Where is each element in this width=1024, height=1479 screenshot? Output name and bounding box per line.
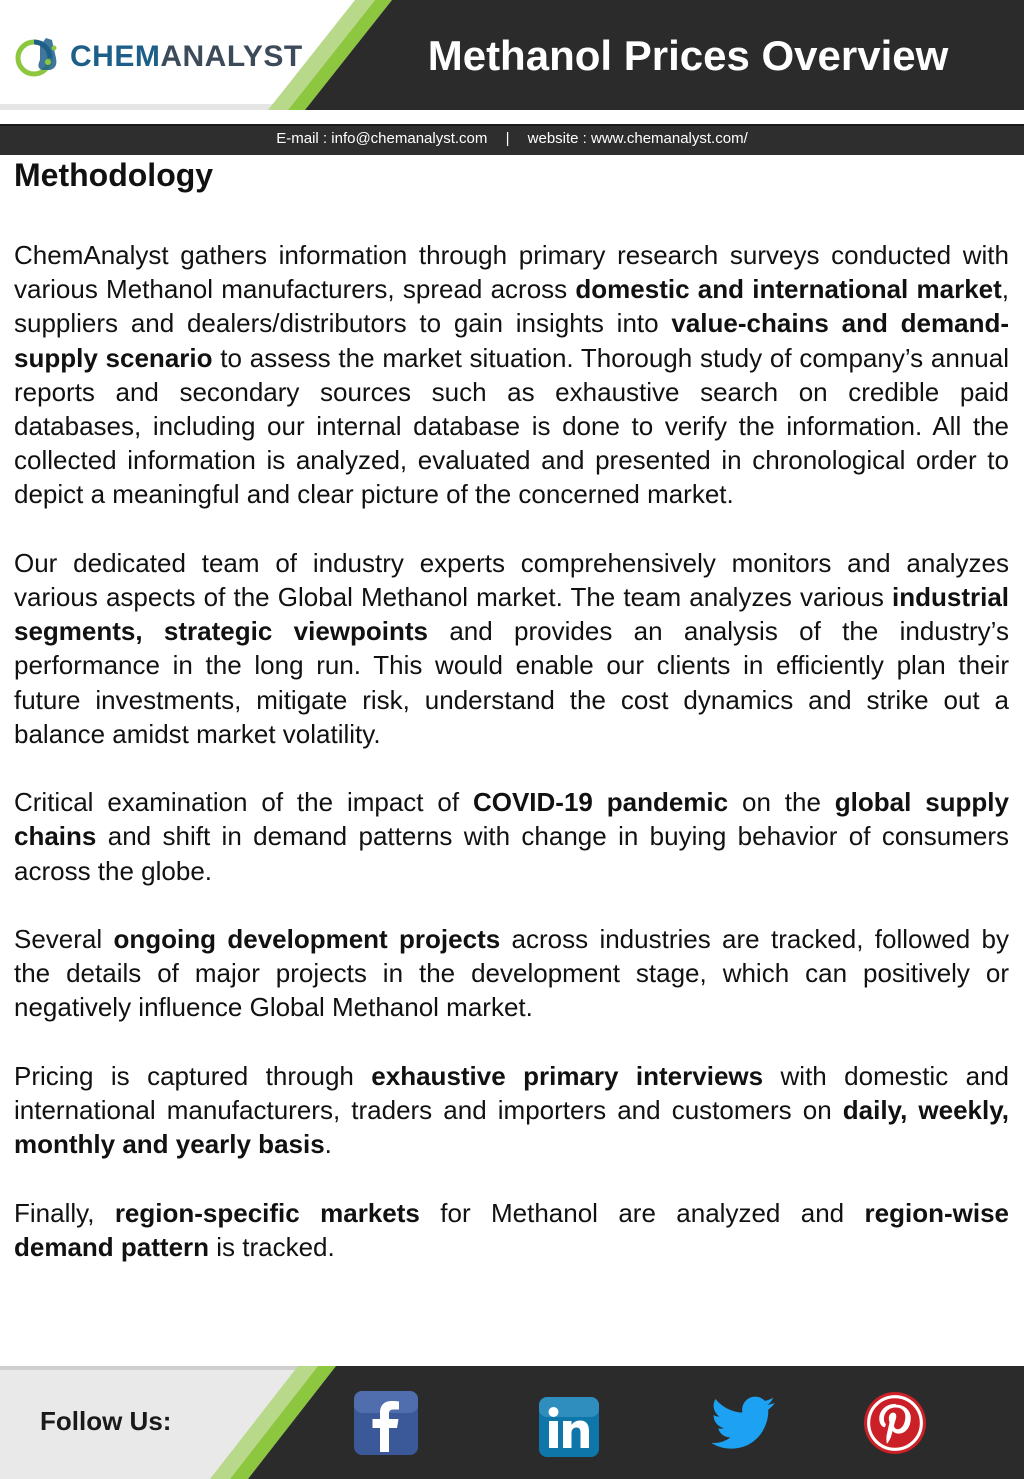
contact-bar bbox=[0, 124, 1024, 155]
text-segment: Pricing is captured through bbox=[14, 1060, 372, 1091]
logo-text-chem: CHEM bbox=[70, 40, 161, 73]
pinterest-icon[interactable] bbox=[864, 1392, 926, 1454]
text-segment: and provides an analysis of the industry’s performance in the long run. This would enable our clients in efficiently plan their future investments, mitigate risk, understand the cost dynamics and strike out a balance amidst market volatility. bbox=[14, 616, 1009, 749]
chemanalyst-logo[interactable] bbox=[12, 28, 302, 84]
bold-segment: value-chains and demand-supply scenario bbox=[14, 308, 1009, 373]
bold-segment: COVID-19 pandemic bbox=[472, 787, 729, 818]
logo-text-analyst: ANALYST bbox=[160, 40, 303, 73]
section-heading: Methodology bbox=[14, 157, 214, 193]
paragraph-team bbox=[14, 546, 1009, 751]
page-header bbox=[0, 0, 1024, 110]
methodology-content bbox=[14, 238, 1009, 1298]
bold-segment: daily, weekly, monthly and yearly basis bbox=[14, 1095, 1009, 1160]
bold-segment: global supply chains bbox=[14, 787, 1009, 852]
website-link[interactable]: website : www.chemanalyst.com/ bbox=[527, 130, 748, 147]
linkedin-icon[interactable] bbox=[538, 1396, 600, 1458]
bold-segment: region-specific markets bbox=[114, 1197, 420, 1228]
paragraph-covid bbox=[14, 785, 1009, 888]
text-segment: Critical examination of the impact of bbox=[14, 787, 473, 818]
text-segment: is tracked. bbox=[209, 1231, 335, 1262]
paragraph-research bbox=[14, 238, 1009, 512]
page-footer bbox=[0, 1366, 1024, 1479]
text-segment: , suppliers and dealers/distributors to gain insights into bbox=[14, 274, 1010, 339]
twitter-icon[interactable] bbox=[712, 1396, 776, 1450]
text-segment: and shift in demand patterns with change in buying behavior of consumers across the globe. bbox=[14, 821, 1009, 886]
text-segment: across industries are tracked, followed by the details of major projects in the development stage, which can positively or negatively influence Global Methanol market. bbox=[14, 924, 1009, 1023]
follow-us-label: Follow Us: bbox=[40, 1406, 172, 1436]
text-segment: Finally, bbox=[14, 1197, 115, 1228]
text-segment: with domestic and international manufacturers, traders and importers and customers on bbox=[14, 1060, 1010, 1126]
paragraph-pricing bbox=[14, 1059, 1009, 1162]
text-segment: . bbox=[324, 1129, 332, 1160]
bold-segment: region-wise demand pattern bbox=[14, 1197, 1009, 1262]
bold-segment: exhaustive primary interviews bbox=[371, 1060, 764, 1091]
paragraph-projects bbox=[14, 922, 1009, 1025]
email-link[interactable]: E-mail : info@chemanalyst.com bbox=[276, 130, 488, 147]
text-segment: Several bbox=[14, 924, 114, 955]
flask-logo-icon bbox=[12, 28, 68, 84]
bold-segment: ongoing development projects bbox=[113, 924, 501, 955]
bold-segment: domestic and international market bbox=[575, 274, 1002, 305]
bold-segment: industrial segments, strategic viewpoints bbox=[14, 582, 1009, 647]
text-segment: to assess the market situation. Thorough study of company’s annual reports and secondary sources such as exhaustive search on credible paid databases, including our internal database is done to verify the information. All the collected information is analyzed, evaluated and presented in chronological order to depict a meaningful and clear picture of the concerned market. bbox=[14, 342, 1010, 510]
text-segment: Our dedicated team of industry experts comprehensively monitors and analyzes various aspects of the Global Methanol market. The team analyzes various bbox=[14, 547, 1009, 613]
text-segment: ChemAnalyst gathers information through primary research surveys conducted with various Methanol manufacturers, spread across bbox=[14, 240, 1009, 305]
text-segment: on the bbox=[728, 787, 835, 818]
logo-wordmark bbox=[70, 40, 303, 74]
text-segment: for Methanol are analyzed and bbox=[419, 1197, 865, 1228]
paragraph-regions bbox=[14, 1196, 1009, 1264]
page-title: Methanol Prices Overview bbox=[427, 32, 949, 79]
contact-separator: | bbox=[505, 130, 510, 147]
facebook-icon[interactable] bbox=[353, 1390, 419, 1456]
